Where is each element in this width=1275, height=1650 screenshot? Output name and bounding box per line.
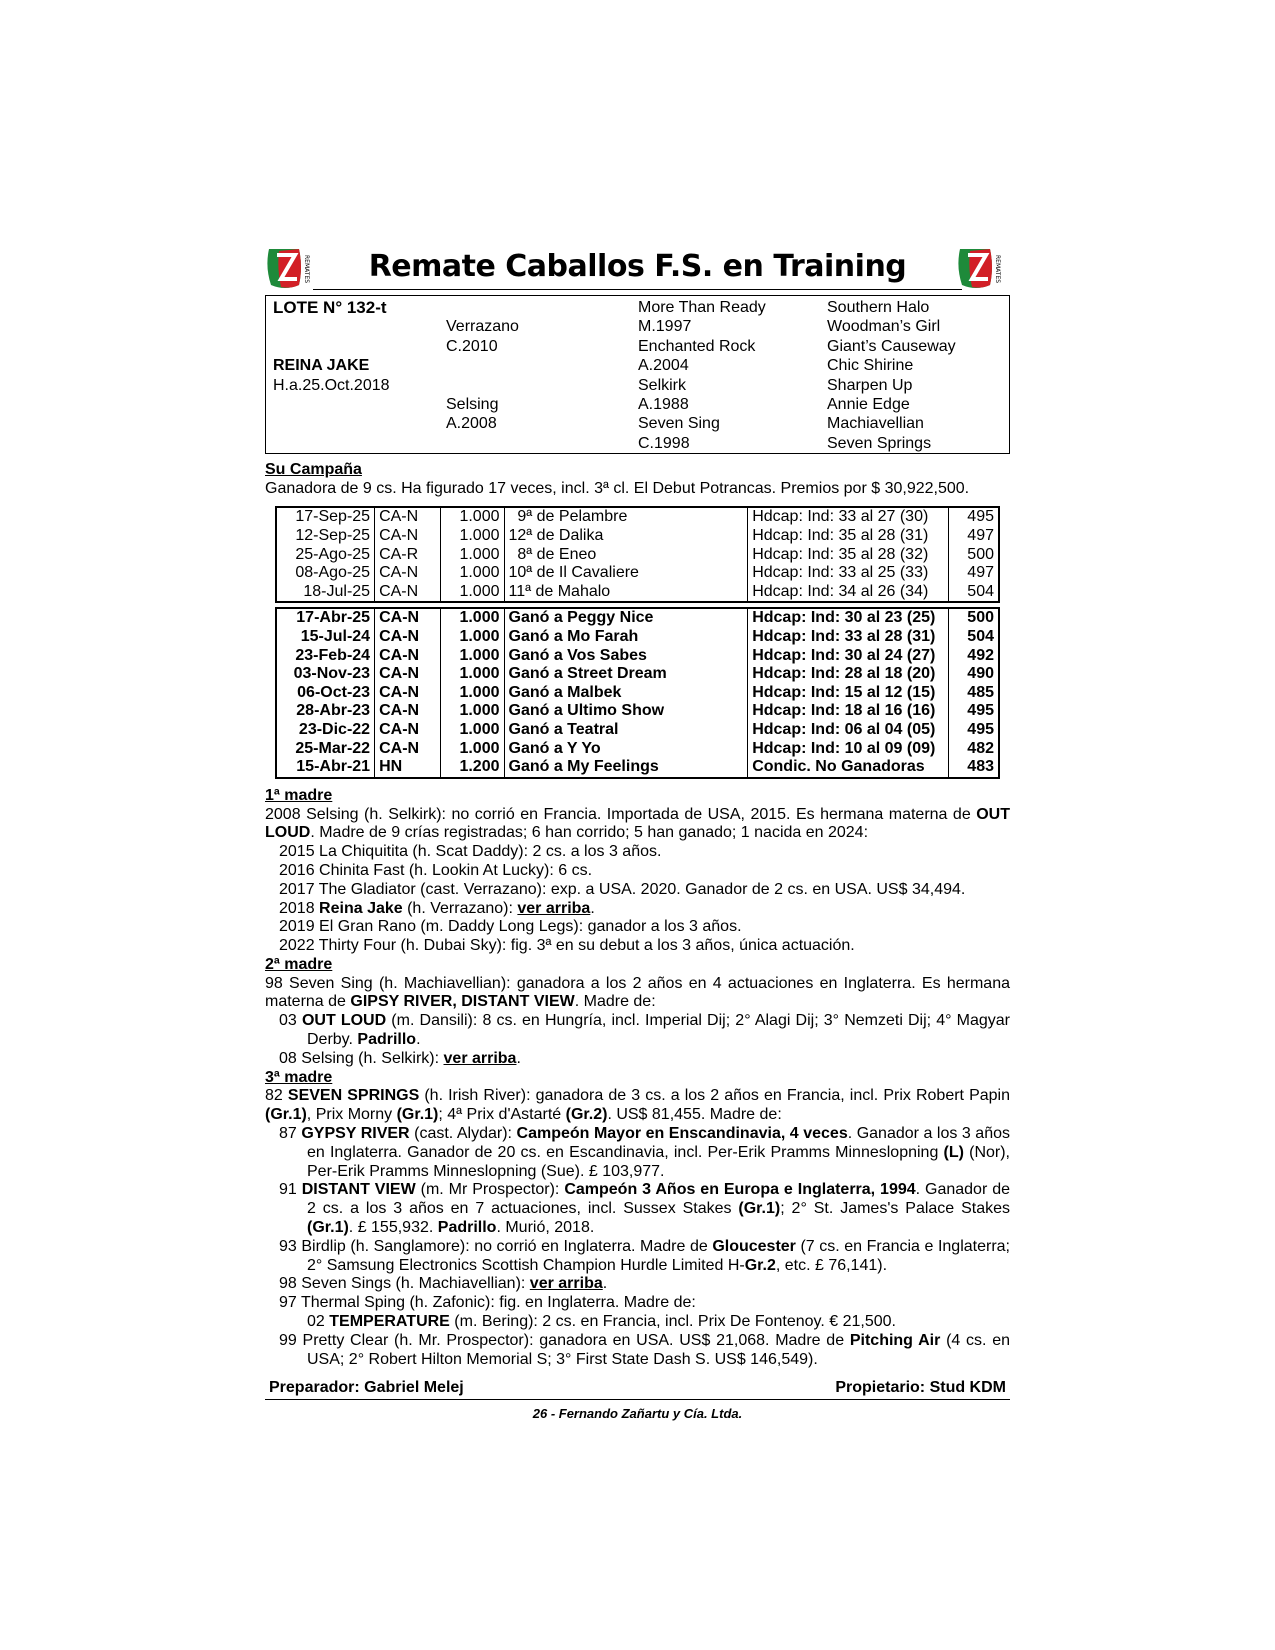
ped-cell: [273, 337, 390, 356]
race-row: [276, 758, 999, 778]
dam3-offspring: [265, 1275, 1010, 1294]
race-track: HN: [375, 758, 441, 778]
ped-cell: Seven Springs: [827, 434, 932, 452]
race-row: [276, 721, 999, 740]
race-condition: Condic. No Ganadoras: [748, 758, 949, 778]
text: (m. Mr Prospector):: [415, 1181, 565, 1199]
ped-cell: Selkirk: [638, 376, 687, 394]
race-row: [276, 684, 999, 703]
race-date: 03-Nov-23: [293, 665, 371, 683]
text: ; 2° St. James's Palace Stakes: [780, 1200, 1011, 1218]
trainer: Preparador: Gabriel Melej: [269, 1379, 464, 1397]
ped-cell: A.2008: [446, 415, 497, 433]
text: (Gr.1): [738, 1200, 781, 1218]
dam2-offspring: [265, 1050, 1010, 1069]
race-date: 23-Feb-24: [295, 646, 371, 664]
catalog-page: [265, 245, 1010, 1421]
text: (h. Verrazano):: [402, 899, 518, 917]
dam3-intro: [265, 1087, 1010, 1125]
pedigree-box: [265, 295, 1010, 454]
race-result: 10ª de Il Cavaliere: [504, 564, 748, 583]
dam3-offspring: [265, 1181, 1010, 1237]
race-date: 12-Sep-25: [295, 527, 371, 544]
race-result: 11ª de Mahalo: [504, 583, 748, 603]
ped-cell: [446, 298, 519, 317]
text: (L): [943, 1143, 964, 1161]
text: Gr.2: [744, 1256, 776, 1274]
race-row: [276, 740, 999, 759]
text: . US$ 81,455. Madre de:: [607, 1106, 782, 1124]
text: (7 cs. en Francia e Inglaterra; 2° Samsung Electronics Scottish Champion Hurdle Limited H-: [307, 1237, 1010, 1274]
ped-cell: C.1998: [638, 434, 690, 452]
text: . Ganador de 2 cs. a los 3 años en 7 actuaciones, incl. Sussex Stakes: [307, 1181, 1010, 1218]
race-distance: 1.000: [440, 665, 504, 684]
race-date: 15-Abr-21: [296, 758, 371, 776]
race-row: [276, 546, 999, 565]
text: (Gr.2): [565, 1106, 608, 1124]
ped-cell: Southern Halo: [827, 299, 930, 316]
race-track: CA-N: [375, 608, 441, 628]
race-track: CA-N: [375, 527, 441, 546]
race-condition: Hdcap: Ind: 34 al 26 (34): [748, 583, 949, 603]
text: (4 cs. en USA; 2° Robert Hilton Memorial S; 3° First State Dash S. US$ 146,549).: [307, 1331, 1011, 1368]
text: , Prix Morny: [306, 1106, 397, 1124]
text: (Gr.1): [307, 1219, 349, 1237]
pedigree-col-grandparents: [638, 298, 766, 453]
horse-name: REINA JAKE: [273, 357, 370, 375]
page-title: Remate Caballos F.S. en Training: [368, 249, 907, 284]
race-date: 23-Dic-22: [298, 720, 371, 738]
ped-cell: More Than Ready: [638, 299, 766, 316]
dam2-intro: [265, 975, 1010, 1013]
ped-cell: Annie Edge: [827, 395, 910, 413]
race-track: CA-N: [375, 507, 441, 527]
campaign-summary: Ganadora de 9 cs. Ha figurado 17 veces, incl. 3ª cl. El Debut Potrancas. Premios por $ 30,922,500.: [265, 480, 970, 498]
offspring-2015: 2015 La Chiquitita (h. Scat Daddy): 2 cs. a los 3 años.: [279, 843, 662, 861]
race-distance: 1.000: [440, 583, 504, 603]
page-number: 26 - Fernando Zañartu y Cía. Ltda.: [532, 1406, 743, 1422]
race-condition: Hdcap: Ind: 33 al 27 (30): [748, 507, 949, 527]
text: 87: [279, 1125, 302, 1143]
race-weight: 504: [949, 583, 999, 603]
page-footer: [265, 1377, 1010, 1400]
text: 98 Seven Sing (h. Machiavellian): ganadora a los 2 años en 4 actuaciones en Inglaterra. Es hermana materna de: [265, 974, 1010, 1011]
text: . Murió, 2018.: [496, 1219, 595, 1237]
race-row: [276, 507, 999, 527]
race-result: Ganó a Mo Farah: [504, 628, 748, 647]
text: Padrillo: [357, 1031, 417, 1049]
grand-offspring: [265, 1313, 1010, 1332]
race-condition: Hdcap: Ind: 33 al 25 (33): [748, 564, 949, 583]
race-condition: Hdcap: Ind: 30 al 24 (27): [748, 647, 949, 666]
race-row: [276, 564, 999, 583]
text: .: [516, 1049, 521, 1067]
race-distance: 1.000: [440, 721, 504, 740]
race-distance: 1.000: [440, 608, 504, 628]
campaign-heading: Su Campaña: [265, 461, 362, 478]
race-condition: Hdcap: Ind: 06 al 04 (05): [748, 721, 949, 740]
page-header: [265, 245, 1010, 295]
dam3-offspring: 97 Thermal Sping (h. Zafonic): fig. en Inglaterra. Madre de:: [279, 1294, 696, 1312]
text: Padrillo: [437, 1219, 497, 1237]
pedigree-col-great-grandparents: [827, 298, 956, 453]
race-condition: Hdcap: Ind: 10 al 09 (09): [748, 740, 949, 759]
ped-cell: [446, 376, 519, 395]
race-weight: 504: [949, 628, 999, 647]
dam3-heading: 3ª madre: [265, 1068, 333, 1086]
race-distance: 1.200: [440, 758, 504, 778]
race-date: 25-Ago-25: [295, 545, 371, 563]
text: Reina Jake: [319, 899, 403, 917]
text: OUT LOUD: [265, 805, 1010, 842]
text: Campeón 3 Años en Europa e Inglaterra, 1994: [564, 1181, 916, 1199]
race-track: CA-N: [375, 702, 441, 721]
text: 93 Birdlip (h. Sanglamore): no corrió en Inglaterra. Madre de: [279, 1237, 713, 1255]
logo-side-text: REMATES: [303, 255, 310, 284]
race-result: Ganó a Ultimo Show: [504, 702, 748, 721]
race-weight: 500: [949, 546, 999, 565]
race-row: [276, 608, 999, 628]
dam2-offspring: [265, 1012, 1010, 1050]
race-row: [276, 702, 999, 721]
race-result: 9ª de Pelambre: [504, 507, 748, 527]
dam: Selsing: [446, 395, 499, 413]
race-result: 8ª de Eneo: [504, 546, 748, 565]
text: 2018: [279, 899, 320, 917]
dam3-offspring: [265, 1332, 1010, 1370]
pedigree-notes: [265, 787, 1010, 1370]
text: Pitching Air: [849, 1331, 941, 1349]
race-result: Ganó a Teatral: [504, 721, 748, 740]
ped-cell: Giant’s Causeway: [827, 337, 956, 355]
race-track: CA-N: [375, 740, 441, 759]
text: (Nor), Per-Erik Pramms Minneslopning (Sue). £ 103,977.: [307, 1143, 1011, 1180]
race-weight: 497: [949, 564, 999, 583]
race-row: [276, 665, 999, 684]
text: 99 Pretty Clear (h. Mr. Prospector): ganadora en USA. US$ 21,068. Madre de: [279, 1331, 850, 1349]
text: ; 4ª Prix d'Astarté: [438, 1106, 566, 1124]
text: Gloucester: [712, 1237, 796, 1255]
owner: Propietario: Stud KDM: [835, 1379, 1006, 1397]
dam3-offspring: [265, 1125, 1010, 1181]
race-date: 06-Oct-23: [297, 683, 371, 701]
race-row: [276, 583, 999, 603]
text: .: [416, 1031, 421, 1049]
text: 2008 Selsing (h. Selkirk): no corrió en Francia. Importada de USA, 2015. Es hermana materna de: [265, 805, 977, 823]
text: SEVEN SPRINGS: [287, 1087, 420, 1105]
text: TEMPERATURE: [329, 1313, 450, 1331]
race-track: CA-N: [375, 665, 441, 684]
race-distance: 1.000: [440, 628, 504, 647]
text: . Madre de 9 crías registradas; 6 han corrido; 5 han ganado; 1 nacida en 2024:: [310, 824, 869, 842]
race-condition: Hdcap: Ind: 30 al 23 (25): [748, 608, 949, 628]
text: .: [590, 899, 595, 917]
offspring-2017: 2017 The Gladiator (cast. Verrazano): exp. a USA. 2020. Ganador de 2 cs. en USA. US$ 34,494.: [279, 880, 966, 898]
text: .: [602, 1275, 608, 1293]
race-date: 28-Abr-23: [296, 702, 371, 720]
text: DISTANT VIEW: [301, 1181, 416, 1199]
text: 82: [265, 1087, 288, 1105]
offspring-2019: 2019 El Gran Rano (m. Daddy Long Legs): ganador a los 3 años.: [279, 918, 742, 936]
ped-cell: Woodman’s Girl: [827, 318, 941, 336]
campaign-section: [265, 460, 1010, 498]
race-condition: Hdcap: Ind: 15 al 12 (15): [748, 684, 949, 703]
race-date: 17-Abr-25: [296, 609, 371, 627]
see-above-link: ver arriba: [517, 899, 591, 917]
text: (m. Bering): 2 cs. en Francia, incl. Prix De Fontenoy. € 21,500.: [449, 1313, 896, 1331]
see-above-link: ver arriba: [529, 1275, 603, 1293]
race-condition: Hdcap: Ind: 35 al 28 (31): [748, 527, 949, 546]
race-result: Ganó a Peggy Nice: [504, 608, 748, 628]
text: (cast. Alydar):: [409, 1125, 517, 1143]
race-result: Ganó a Malbek: [504, 684, 748, 703]
race-weight: 495: [949, 507, 999, 527]
text: (h. Irish River): ganadora de 3 cs. a los 2 años en Francia, incl. Prix Robert Papin: [419, 1087, 1011, 1105]
race-track: CA-N: [375, 721, 441, 740]
race-track: CA-N: [375, 647, 441, 666]
race-distance: 1.000: [440, 647, 504, 666]
race-weight: 485: [949, 684, 999, 703]
ped-cell: M.1997: [638, 318, 692, 336]
race-weight: 495: [949, 721, 999, 740]
ped-cell: Sharpen Up: [827, 376, 913, 394]
race-track: CA-N: [375, 564, 441, 583]
race-distance: 1.000: [440, 740, 504, 759]
text: GYPSY RIVER: [301, 1125, 410, 1143]
race-row: [276, 628, 999, 647]
race-row: [276, 527, 999, 546]
text: , etc. £ 76,141).: [775, 1256, 888, 1274]
horse-birth: H.a.25.Oct.2018: [273, 376, 390, 394]
lot-number: LOTE N° 132-t: [273, 298, 387, 317]
race-condition: Hdcap: Ind: 28 al 18 (20): [748, 665, 949, 684]
race-track: CA-N: [375, 583, 441, 603]
race-row: [276, 647, 999, 666]
dam3-offspring: [265, 1238, 1010, 1276]
ped-cell: Chic Shirine: [827, 357, 914, 375]
race-condition: Hdcap: Ind: 18 al 16 (16): [748, 702, 949, 721]
text: . £ 155,932.: [348, 1219, 438, 1237]
ped-cell: Enchanted Rock: [638, 337, 756, 355]
ped-cell: C.2010: [446, 337, 498, 355]
dam1-intro: [265, 806, 1010, 844]
ped-cell: Machiavellian: [827, 415, 924, 433]
offspring-2022: 2022 Thirty Four (h. Dubai Sky): fig. 3ª en su debut a los 3 años, única actuación.: [279, 937, 855, 955]
race-distance: 1.000: [440, 684, 504, 703]
ped-cell: A.1988: [638, 395, 689, 413]
text: . Ganador a los 3 años en Inglaterra. Ganador de 20 cs. en Escandinavia, incl. Per-Erik Pramms Minneslopning: [307, 1125, 1011, 1161]
ped-cell: A.2004: [638, 357, 689, 375]
ped-cell: Seven Sing: [638, 415, 720, 433]
race-result: 12ª de Dalika: [504, 527, 748, 546]
text: 03: [279, 1012, 302, 1030]
title-rule: [313, 289, 962, 290]
recent-races-table: [275, 506, 1000, 603]
race-condition: Hdcap: Ind: 33 al 28 (31): [748, 628, 949, 647]
text: (m. Dansili): 8 cs. en Hungría, incl. Imperial Dij; 2° Alagi Dij; 3° Nemzeti Dij; 4° Magyar Derby.: [307, 1012, 1011, 1049]
wins-table: [275, 607, 1000, 778]
race-weight: 482: [949, 740, 999, 759]
race-date: 18-Jul-25: [303, 582, 371, 600]
race-date: 25-Mar-22: [295, 739, 371, 757]
dam2-heading: 2ª madre: [265, 955, 333, 973]
race-track: CA-N: [375, 628, 441, 647]
text: . Madre de:: [574, 993, 656, 1011]
race-date: 15-Jul-24: [300, 627, 371, 645]
ped-cell: [273, 317, 390, 336]
text: 08 Selsing (h. Selkirk):: [279, 1049, 444, 1067]
text: GIPSY RIVER, DISTANT VIEW: [350, 993, 575, 1011]
text: (Gr.1): [396, 1106, 439, 1124]
race-weight: 492: [949, 647, 999, 666]
race-distance: 1.000: [440, 527, 504, 546]
race-track: CA-N: [375, 684, 441, 703]
remates-logo: [956, 245, 1010, 291]
race-result: Ganó a Street Dream: [504, 665, 748, 684]
text: Campeón Mayor en Enscandinavia, 4 veces: [516, 1125, 848, 1143]
race-result: Ganó a My Feelings: [504, 758, 748, 778]
remates-logo: [265, 245, 319, 291]
race-distance: 1.000: [440, 564, 504, 583]
sire: Verrazano: [446, 318, 519, 336]
offspring-2016: 2016 Chinita Fast (h. Lookin At Lucky): 6 cs.: [279, 861, 593, 879]
text: (Gr.1): [265, 1106, 307, 1124]
dam1-heading: 1ª madre: [265, 786, 333, 804]
race-distance: 1.000: [440, 507, 504, 527]
race-weight: 483: [949, 758, 999, 778]
offspring-2018: [265, 900, 1010, 919]
see-above-link: ver arriba: [443, 1049, 517, 1067]
race-weight: 500: [949, 608, 999, 628]
text: 91: [279, 1181, 302, 1199]
race-distance: 1.000: [440, 546, 504, 565]
race-result: Ganó a Y Yo: [504, 740, 748, 759]
text: 98 Seven Sings (h. Machiavellian):: [279, 1275, 530, 1293]
race-result: Ganó a Vos Sabes: [504, 647, 748, 666]
text: OUT LOUD: [301, 1012, 387, 1030]
race-track: CA-R: [375, 546, 441, 565]
pedigree-col-horse: [273, 298, 390, 395]
race-weight: 495: [949, 702, 999, 721]
race-weight: 490: [949, 665, 999, 684]
race-condition: Hdcap: Ind: 35 al 28 (32): [748, 546, 949, 565]
race-date: 08-Ago-25: [295, 564, 371, 582]
race-weight: 497: [949, 527, 999, 546]
pedigree-col-parents: [446, 298, 519, 434]
race-distance: 1.000: [440, 702, 504, 721]
logo-side-text: REMATES: [994, 255, 1001, 284]
text: 02: [307, 1313, 330, 1331]
ped-cell: [446, 356, 519, 375]
race-date: 17-Sep-25: [295, 508, 371, 526]
